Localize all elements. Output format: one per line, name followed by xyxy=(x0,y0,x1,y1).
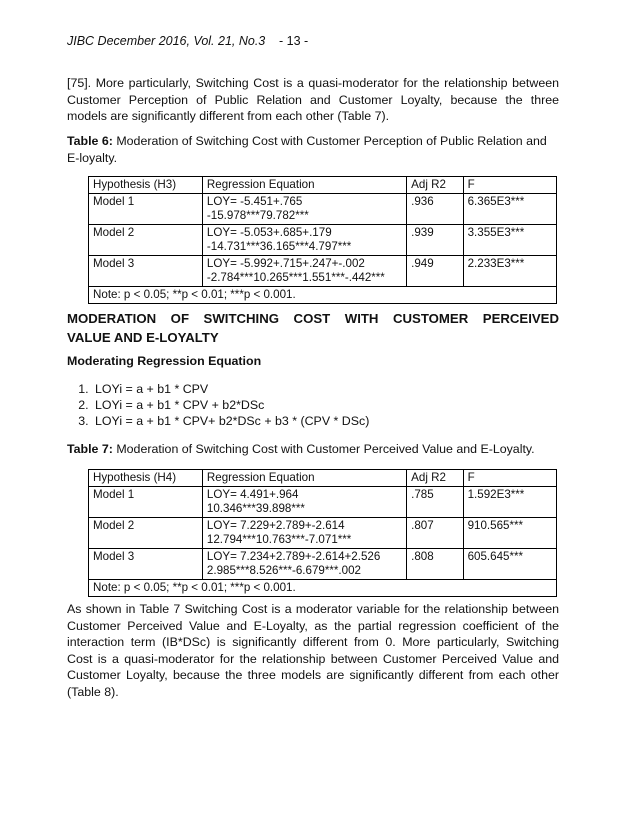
subheading: Moderating Regression Equation xyxy=(67,354,262,368)
table6-caption xyxy=(67,133,559,166)
adj-r2-cell: .936 xyxy=(407,194,463,225)
model-cell: Model 1 xyxy=(89,194,203,225)
table-row xyxy=(89,225,557,256)
equation-line: LOY= 4.491+.964 xyxy=(206,488,299,501)
running-header xyxy=(67,34,309,48)
paragraph-line: Cost is a quasi-moderator for the relationship between Customer Perceived Value and xyxy=(67,651,559,666)
equation-cell xyxy=(202,487,406,518)
equation-cell xyxy=(202,518,406,549)
column-header: Regression Equation xyxy=(202,177,406,194)
model-cell: Model 3 xyxy=(89,549,203,580)
table7 xyxy=(88,469,557,597)
column-header: Hypothesis (H3) xyxy=(89,177,203,194)
equation-line: LOY= 7.234+2.789+-2.614+2.526 xyxy=(206,550,381,563)
equation-cell xyxy=(202,225,406,256)
table6-caption-text: Moderation of Switching Cost with Customer Perception of Public Relation and E-loyalty. xyxy=(67,134,547,165)
paragraph-line: interaction term (IB*DSc) is significantly different from 0. More particularly, Switching xyxy=(67,635,559,649)
list-item: 2. LOYi = a + b1 * CPV + b2*DSc xyxy=(92,397,369,413)
model-cell: Model 1 xyxy=(89,487,203,518)
model-cell: Model 2 xyxy=(89,518,203,549)
f-cell: 605.645*** xyxy=(463,549,556,580)
paragraph-line: Customer Perception of Public Relation and Customer Loyalty, because the three xyxy=(67,92,559,107)
paragraph-line: Customer Loyalty, because the three models are significantly different from each other xyxy=(67,668,559,682)
column-header: Adj R2 xyxy=(407,177,463,194)
f-cell: 1.592E3*** xyxy=(463,487,556,518)
table7-caption xyxy=(67,441,559,458)
adj-r2-cell: .808 xyxy=(407,549,463,580)
equation-line: 2.985***8.526***-6.679***.002 xyxy=(206,564,361,577)
model-cell: Model 3 xyxy=(89,256,203,287)
f-cell: 910.565*** xyxy=(463,518,556,549)
f-cell: 3.355E3*** xyxy=(463,225,556,256)
table-note-row xyxy=(89,580,557,597)
table6 xyxy=(88,176,557,304)
adj-r2-cell: .949 xyxy=(407,256,463,287)
equation-cell xyxy=(202,194,406,225)
column-header: Adj R2 xyxy=(407,470,463,487)
paragraph-line: As shown in Table 7 Switching Cost is a moderator variable for the relationship between xyxy=(67,602,559,616)
equation-line: -15.978***79.782*** xyxy=(206,209,309,222)
table-header-row xyxy=(89,470,557,487)
adj-r2-cell: .785 xyxy=(407,487,463,518)
table-note-row xyxy=(89,287,557,304)
list-item: 3. LOYi = a + b1 * CPV+ b2*DSc + b3 * (CPV * DSc) xyxy=(92,413,369,429)
table-header-row xyxy=(89,177,557,194)
column-header: F xyxy=(463,470,556,487)
column-header: F xyxy=(463,177,556,194)
column-header: Hypothesis (H4) xyxy=(89,470,203,487)
table-row xyxy=(89,549,557,580)
paragraph-line: [75]. More particularly, Switching Cost is a quasi-moderator for the relationship between xyxy=(67,76,559,90)
journal-citation: JIBC December 2016, Vol. 21, No.3 xyxy=(67,34,266,48)
equation-line: LOY= -5.053+.685+.179 xyxy=(206,226,332,239)
equation-cell xyxy=(202,256,406,287)
equation-line: LOY= -5.451+.765 xyxy=(206,195,303,208)
paragraph-line: (Table 8). xyxy=(67,684,119,699)
table7-caption-text: Moderation of Switching Cost with Customer Perceived Value and E-Loyalty. xyxy=(112,442,535,456)
intro-paragraph xyxy=(67,75,559,125)
section-heading xyxy=(67,309,559,347)
conclusion-paragraph xyxy=(67,601,559,700)
table-row xyxy=(89,518,557,549)
table-note: Note: p < 0.05; **p < 0.01; ***p < 0.001. xyxy=(89,287,557,304)
table-row xyxy=(89,487,557,518)
equation-list xyxy=(67,381,369,429)
paragraph-line: models are significantly different from each other (Table 7). xyxy=(67,109,390,123)
table7-caption-label: Table 7: xyxy=(67,442,113,456)
table6-caption-label: Table 6: xyxy=(67,134,113,148)
paragraph-line: Customer Perceived Value and E-Loyalty, as the partial regression coefficient of the xyxy=(67,618,559,633)
table-row xyxy=(89,194,557,225)
table-note: Note: p < 0.05; **p < 0.01; ***p < 0.001. xyxy=(89,580,557,597)
equation-line: -2.784***10.265***1.551***-.442*** xyxy=(206,271,385,284)
equation-cell xyxy=(202,549,406,580)
adj-r2-cell: .939 xyxy=(407,225,463,256)
column-header: Regression Equation xyxy=(202,470,406,487)
f-cell: 2.233E3*** xyxy=(463,256,556,287)
equation-line: -14.731***36.165***4.797*** xyxy=(206,240,352,253)
f-cell: 6.365E3*** xyxy=(463,194,556,225)
equation-line: LOY= -5.992+.715+.247+-.002 xyxy=(206,257,365,270)
table-row xyxy=(89,256,557,287)
equation-line: LOY= 7.229+2.789+-2.614 xyxy=(206,519,345,532)
equation-line: 12.794***10.763***-7.071*** xyxy=(206,533,352,546)
list-item: 1. LOYi = a + b1 * CPV xyxy=(92,381,369,397)
section-title-line: MODERATION OF SWITCHING COST WITH CUSTOMER PERCEIVED xyxy=(67,311,559,326)
adj-r2-cell: .807 xyxy=(407,518,463,549)
equation-line: 10.346***39.898*** xyxy=(206,502,305,515)
page-number: - 13 - xyxy=(279,34,309,48)
model-cell: Model 2 xyxy=(89,225,203,256)
section-title-line: VALUE AND E-LOYALTY xyxy=(67,330,219,345)
